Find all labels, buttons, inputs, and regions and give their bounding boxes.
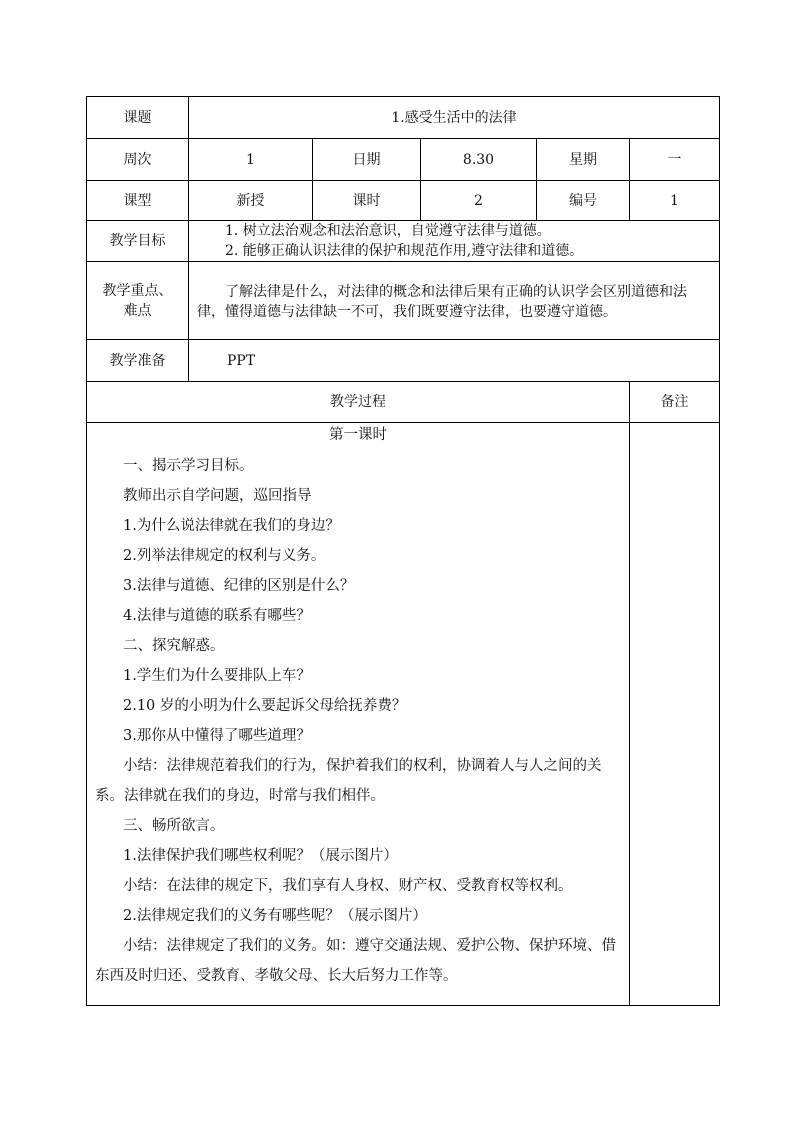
goal-item: 1. 树立法治观念和法治意识，自觉遵守法律与道德。 [225,223,551,239]
weekday-value: 一 [630,139,720,181]
focus-label [87,262,189,340]
topic-value: 1.感受生活中的法律 [189,97,720,139]
process-line: 1.为什么说法律就在我们的身边？ [123,518,340,534]
notes-header: 备注 [630,382,720,423]
prep-value: PPT [189,340,720,382]
goals-content [189,221,720,262]
process-line: 一、揭示学习目标。 [123,458,254,474]
weekday-label: 星期 [537,139,630,181]
goals-label: 教学目标 [87,221,189,262]
date-label: 日期 [313,139,421,181]
notes-cell [630,423,720,1006]
summary-line: 小结：在法律的规定下，我们享有人身权、财产权、受教育权等权利。 [123,878,573,894]
hours-label: 课时 [313,181,421,221]
prep-row [87,340,720,382]
process-line: 3.那你从中懂得了哪些道理？ [123,728,311,744]
topic-label: 课题 [87,97,189,139]
type-row [87,181,720,221]
lesson-plan-table [86,96,720,1006]
process-line: 2.10 岁的小明为什么要起诉父母给抚养费？ [123,698,407,714]
process-line: 教师出示自学问题，巡回指导 [123,488,312,504]
number-label: 编号 [537,181,630,221]
focus-label-line2: 难点 [123,302,152,319]
focus-row [87,262,720,340]
process-line: 2.法律规定我们的义务有哪些呢？（展示图片） [123,908,427,924]
prep-label: 教学准备 [87,340,189,382]
process-line: 二、探究解惑。 [123,638,225,654]
type-value: 新授 [189,181,313,221]
week-label: 周次 [87,139,189,181]
process-content [87,423,630,1006]
process-line: 1.法律保护我们哪些权利呢？（展示图片） [123,848,398,864]
process-line: 4.法律与道德的联系有哪些？ [123,608,311,624]
summary-paragraph: 小结：法律规范着我们的行为，保护着我们的权利，协调着人与人之间的关系。法律就在我们的身边，时常与我们相伴。 [95,758,602,804]
number-value: 1 [630,181,720,221]
goal-item: 2. 能够正确认识法律的保护和规范作用,遵守法律和道德。 [225,243,584,259]
date-value: 8.30 [421,139,537,181]
process-header-row [87,382,720,423]
process-line: 1.学生们为什么要排队上车？ [123,668,311,684]
focus-label-line1: 教学重点、 [102,282,173,299]
week-value: 1 [189,139,313,181]
hours-value: 2 [421,181,537,221]
summary-paragraph: 小结：法律规定了我们的义务。如：遵守交通法规、爱护公物、保护环境、借东西及时归还、受教育、孝敬父母、长大后努力工作等。 [95,938,616,984]
goals-row [87,221,720,262]
process-body-row [87,423,720,1006]
process-line: 2.列举法律规定的权利与义务。 [123,548,326,564]
type-label: 课型 [87,181,189,221]
process-line: 三、畅所欲言。 [123,818,225,834]
lesson-title: 第一课时 [329,427,387,443]
process-line: 3.法律与道德、纪律的区别是什么？ [123,578,355,594]
process-header: 教学过程 [87,382,630,423]
focus-text: 了解法律是什么，对法律的概念和法律后果有正确的认识学会区别道德和法律，懂得道德与法律缺一不可，我们既要遵守法律，也要遵守道德。 [189,262,720,340]
topic-row [87,97,720,139]
schedule-row [87,139,720,181]
